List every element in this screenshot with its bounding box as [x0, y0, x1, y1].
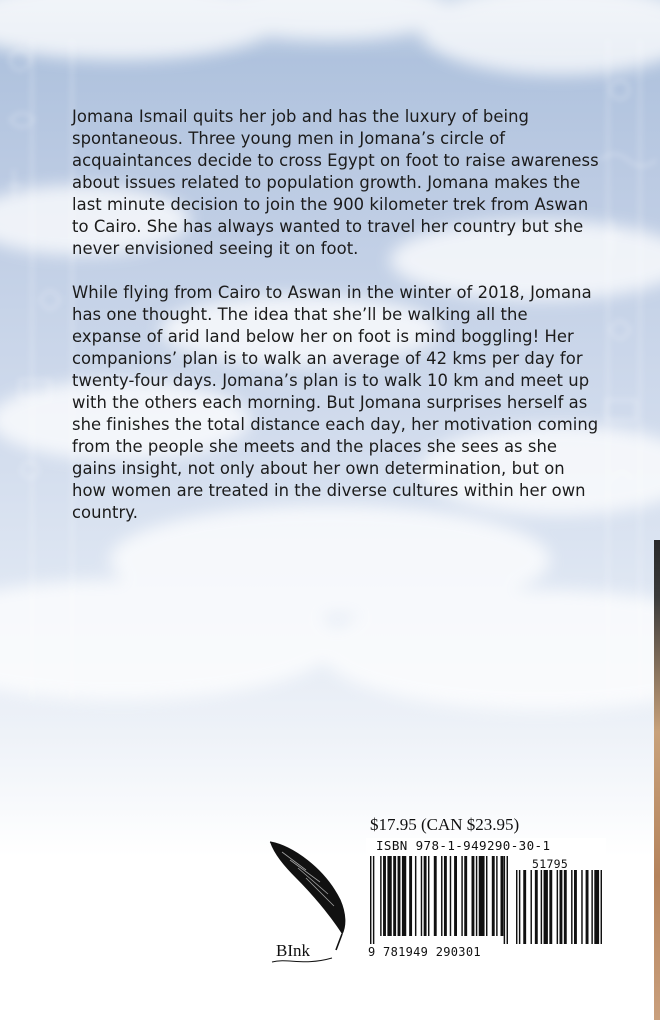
spine-edge-strip — [654, 540, 660, 1020]
barcode-bar — [472, 856, 475, 936]
barcode-bar — [557, 870, 558, 944]
description-paragraph-1: Jomana Ismail quits her job and has the luxury of being spontaneous. Three young men in Jomana’s circle of acquaintances decide to cross Egypt on foot to raise awareness about issues related to population growth. Jomana makes the last minute decision to join the 900 kilometer trek from Aswan to Cairo. She has always wanted to travel her country but she never envisioned seeing it on foot. — [72, 107, 599, 258]
barcode-bar — [464, 856, 467, 936]
ean-barcode — [366, 856, 606, 948]
barcode-bar — [409, 856, 412, 936]
barcode-bar — [444, 856, 447, 936]
barcode-bar — [531, 870, 532, 944]
barcode-bar — [370, 856, 371, 944]
barcode-bar — [519, 870, 520, 944]
price-label: $17.95 (CAN $23.95) — [370, 815, 520, 834]
barcode-bar — [428, 856, 429, 936]
price-code: 51795 — [532, 857, 569, 871]
barcode-bar — [601, 870, 602, 944]
barcode-bar — [541, 870, 542, 944]
barcode-bar — [393, 856, 396, 936]
barcode-bar — [387, 856, 391, 936]
barcode-bar — [501, 856, 504, 936]
ean-digits: 9 781949 290301 — [368, 945, 481, 959]
barcode-bar — [535, 870, 538, 944]
barcode-bar — [415, 856, 416, 936]
barcode-bar — [486, 856, 487, 936]
barcode-bar — [571, 870, 572, 944]
barcode-bar — [479, 856, 485, 936]
barcode-bar — [496, 856, 497, 936]
description-paragraph-2: While flying from Cairo to Aswan in the winter of 2018, Jomana has one thought. The idea that she’ll be walking all the expanse of arid land below her on foot is mind boggling! Her companions’ plan is to walk an average of 42 kms per day for twenty-four days. Jomana’s plan is to walk 10 km and meet up with the others each morning. But Jomana surprises herself as she finishes the total distance each day, her motivation coming from the people she meets and the places she sees as she gains insight, not only about her own determination, but on how women are treated in the diverse cultures within her own country. — [72, 283, 599, 522]
publisher-logo-text: BInk — [276, 941, 310, 960]
barcode-bar — [516, 870, 517, 944]
barcode-bar — [560, 870, 563, 944]
quill-feather-icon — [262, 838, 352, 968]
barcode-bar — [434, 856, 437, 936]
barcode-bar — [507, 856, 508, 944]
barcode-bar — [564, 870, 567, 944]
barcode-bar — [373, 856, 374, 944]
barcode-bar — [586, 870, 589, 944]
barcode-bar — [454, 856, 457, 936]
barcode-bar — [549, 870, 552, 944]
barcode-bar — [421, 856, 422, 936]
barcode-bar — [424, 856, 427, 936]
barcode-bar — [523, 870, 526, 944]
barcode-bar — [450, 856, 451, 936]
isbn-text: ISBN 978-1-949290-30-1 — [376, 838, 551, 853]
book-description — [72, 106, 600, 546]
barcode-bar — [574, 870, 577, 944]
barcode-bar — [398, 856, 401, 936]
barcode-bar — [441, 856, 442, 936]
barcode-bar — [492, 856, 495, 936]
barcode-bar — [461, 856, 462, 936]
barcode-bar — [544, 870, 548, 944]
barcode-bar — [383, 856, 386, 936]
barcode-bar — [581, 870, 582, 944]
barcode-bar — [380, 856, 381, 936]
barcode-bar — [504, 856, 505, 944]
barcode-bar — [402, 856, 406, 936]
barcode-bar — [476, 856, 477, 936]
barcode-bar — [591, 870, 592, 944]
barcode-bar — [598, 870, 599, 944]
